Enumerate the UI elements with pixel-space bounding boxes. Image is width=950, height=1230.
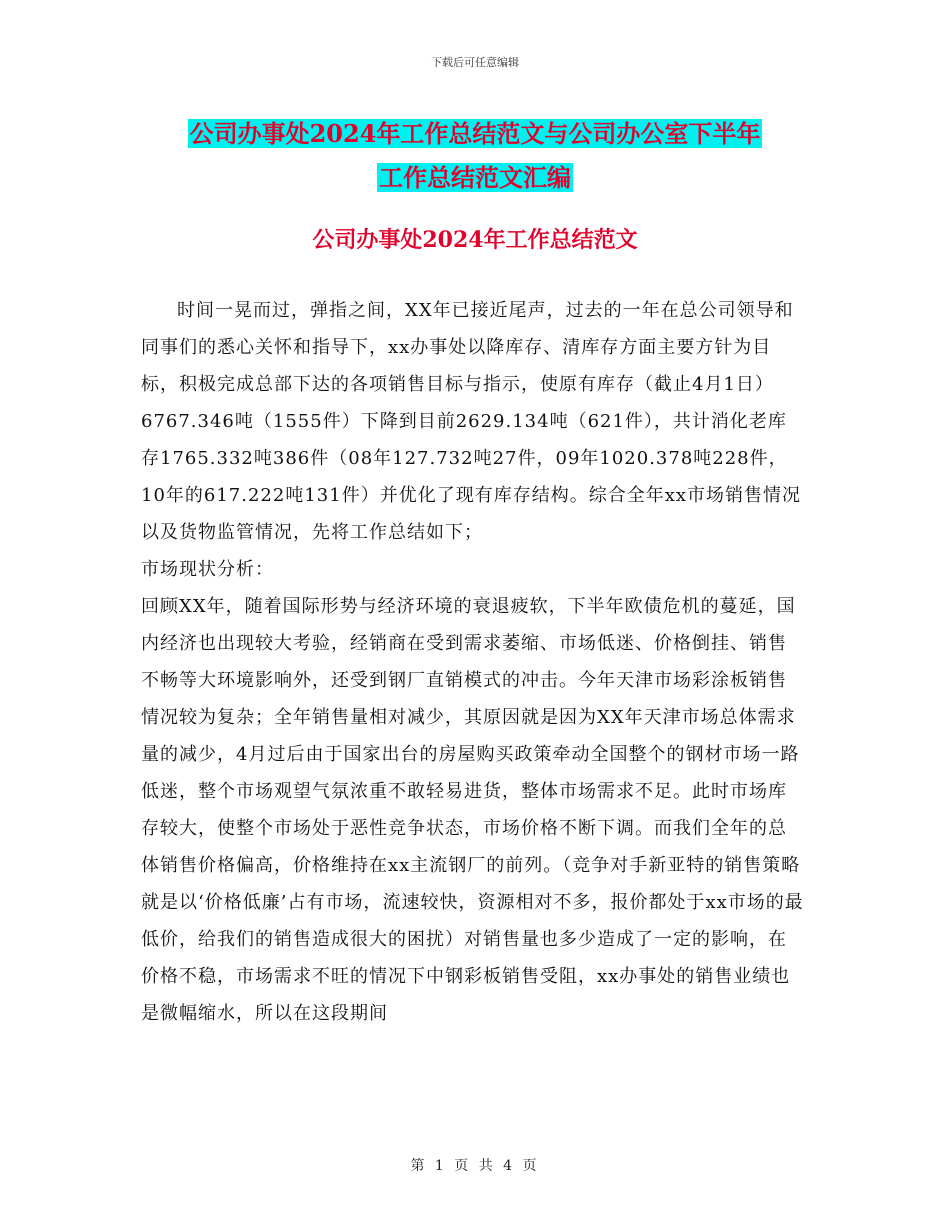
heading-market-analysis: 市场现状分析：	[141, 559, 274, 580]
title-line-1: 公司办事处2024年工作总结范文与公司办公室下半年	[189, 119, 761, 148]
page-number: 第 1 页 共 4 页	[410, 1158, 540, 1174]
document-title	[0, 112, 950, 200]
header-note: 下载后可任意编辑	[431, 56, 519, 69]
document-body	[141, 292, 805, 1032]
title-line-2: 工作总结范文汇编	[379, 163, 571, 192]
section-title: 公司办事处2024年工作总结范文	[312, 227, 638, 253]
paragraph-market: 回顾XX年，随着国际形势与经济环境的衰退疲软，下半年欧债危机的蔓延，国内经济也出现较大考验，经销商在受到需求萎缩、市场低迷、价格倒挂、销售不畅等大环境影响外，还受到钢厂直销模式的冲击。今年天津市场彩涂板销售情况较为复杂；全年销售量相对减少，其原因就是因为XX年天津市场总体需求量的减少，4月过后由于国家出台的房屋购买政策牵动全国整个的钢材市场一路低迷，整个市场观望气氛浓重不敢轻易进货，整体市场需求不足。此时市场库存较大，使整个市场处于恶性竞争状态，市场价格不断下调。而我们全年的总体销售价格偏高，价格维持在xx主流钢厂的前列。（竞争对手新亚特的销售策略就是以‘价格低廉’占有市场，流速较快，资源相对不多，报价都处于xx市场的最低价，给我们的销售造成很大的困扰）对销售量也多少造成了一定的影响，在价格不稳，市场需求不旺的情况下中钢彩板销售受阻，xx办事处的销售业绩也是微幅缩水，所以在这段期间	[141, 596, 804, 1024]
paragraph-intro: 时间一晃而过，弹指之间，XX年已接近尾声，过去的一年在总公司领导和同事们的悉心关怀和指导下，xx办事处以降库存、清库存方面主要方针为目标，积极完成总部下达的各项销售目标与指示，使原有库存（截止4月1日）6767.346吨（1555件）下降到目前2629.134吨（621件），共计消化老库存1765.332吨386件（08年127.732吨27件，09年1020.378吨228件，10年的617.222吨131件）并优化了现有库存结构。综合全年xx市场销售情况以及货物监管情况，先将工作总结如下；	[141, 300, 801, 543]
